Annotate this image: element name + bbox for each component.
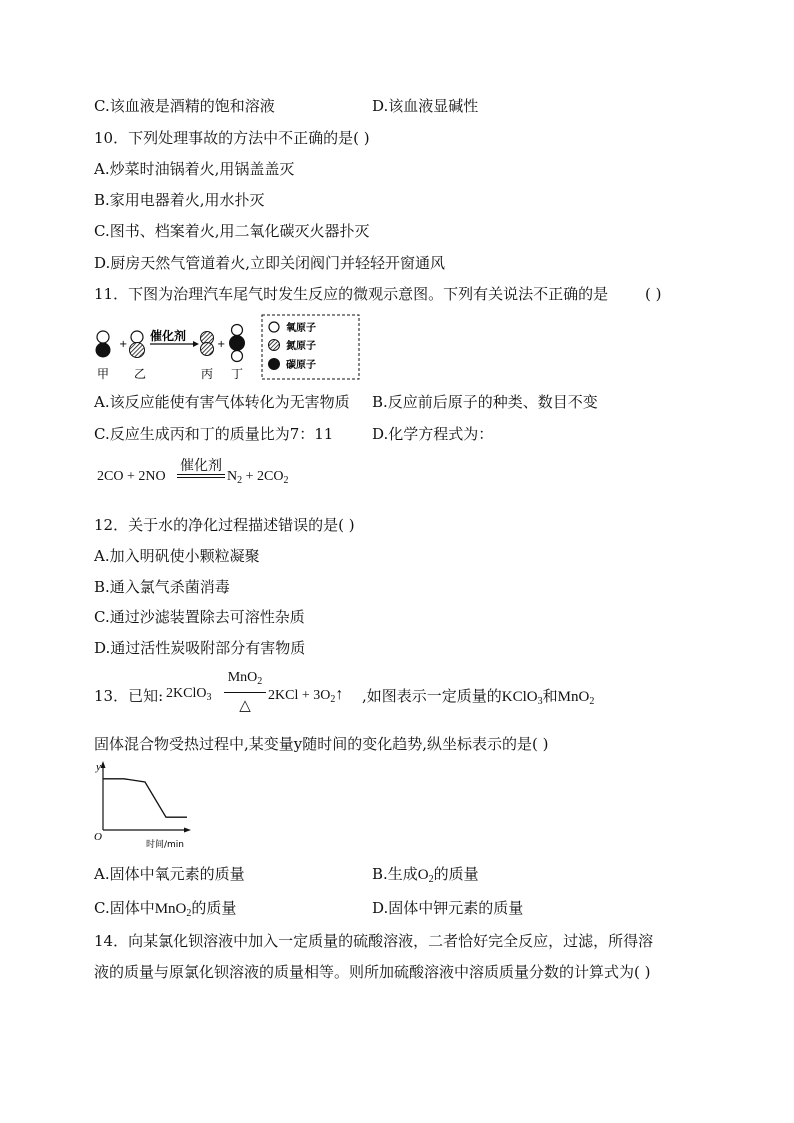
label-bing: 丙 [201, 367, 214, 381]
q13-option-d: D.固体中钾元素的质量 [372, 899, 524, 917]
q10-stem: 10．下列处理事故的方法中不正确的是( ) [94, 129, 370, 147]
legend-nitrogen: 氮原子 [286, 341, 316, 352]
q13-stem-line2: 固体混合物受热过程中,某变量y随时间的变化趋势,纵坐标表示的是( ) [94, 735, 549, 753]
origin-label: O [94, 831, 102, 843]
q13-option-c: C.固体中MnO$_2$的质量 [94, 899, 237, 919]
q12-option-d: D.通过活性炭吸附部分有害物质 [94, 639, 306, 657]
molecule-no [130, 331, 145, 358]
q11-option-a: A.该反应能使有害气体转化为无害物质 [94, 393, 350, 411]
q11-option-b: B.反应前后原子的种类、数目不变 [372, 393, 598, 411]
label-jia: 甲 [97, 367, 110, 381]
q12-option-c: C.通过沙滤装置除去可溶性杂质 [94, 608, 305, 626]
q12-option-b: B.通入氯气杀菌消毒 [94, 578, 230, 596]
legend-oxygen-icon [269, 322, 279, 332]
y-axis-arrow [101, 761, 106, 768]
legend-carbon-icon [268, 358, 280, 370]
q14-stem-line1: 14．向某氯化钡溶液中加入一定质量的硫酸溶液，二者恰好完全反应，过滤，所得溶 [94, 932, 654, 950]
q14-stem-line2: 液的质量与原氯化钡溶液的质量相等。则所加硫酸溶液中溶质质量分数的计算式为( ) [94, 963, 651, 981]
label-ding: 丁 [231, 367, 244, 381]
q11-option-c: C.反应生成丙和丁的质量比为7：11 [94, 425, 334, 443]
plus-sign-2: + [217, 339, 226, 350]
data-line [103, 779, 187, 817]
molecule-co2 [229, 325, 245, 362]
q10-option-c: C.图书、档案着火,用二氧化碳灭火器扑灭 [94, 222, 370, 240]
q11-answer-paren: ( ) [645, 285, 662, 303]
x-axis-label: 时间/min [146, 840, 185, 850]
molecule-co [96, 331, 111, 358]
q10-option-a: A.炒菜时油锅着火,用锅盖盖灭 [94, 160, 295, 178]
legend-nitrogen-icon [269, 340, 280, 351]
q12-option-a: A.加入明矾使小颗粒凝聚 [94, 547, 260, 565]
q13-option-a: A.固体中氧元素的质量 [94, 865, 245, 883]
q9-option-c: C.该血液是酒精的饱和溶液 [94, 97, 275, 115]
molecule-n2 [201, 332, 214, 356]
plus-sign-1: + [119, 339, 128, 350]
q9-option-d: D.该血液显碱性 [372, 97, 479, 115]
q12-stem: 12．关于水的净化过程描述错误的是( ) [94, 516, 355, 534]
q10-option-d: D.厨房天然气管道着火,立即关闭阀门并轻轻开窗通风 [94, 254, 446, 272]
legend-carbon: 碳原子 [286, 360, 316, 371]
x-axis-arrow [184, 828, 191, 833]
q11-stem: 11．下图为治理汽车尾气时发生反应的微观示意图。下列有关说法不正确的是 [94, 285, 609, 303]
q10-option-b: B.家用电器着火,用水扑灭 [94, 191, 265, 209]
q13-option-b: B.生成$O_2$的质量 [372, 865, 479, 885]
y-axis-label: y [96, 761, 101, 773]
legend-oxygen: 氧原子 [286, 323, 316, 334]
q11-reaction-diagram [90, 312, 370, 384]
label-yi: 乙 [134, 367, 147, 381]
q11-option-d: D.化学方程式为： [372, 425, 494, 443]
q13-graph [90, 758, 200, 850]
catalyst-label: 催化剂 [150, 329, 187, 343]
reaction-arrowhead [193, 341, 199, 347]
